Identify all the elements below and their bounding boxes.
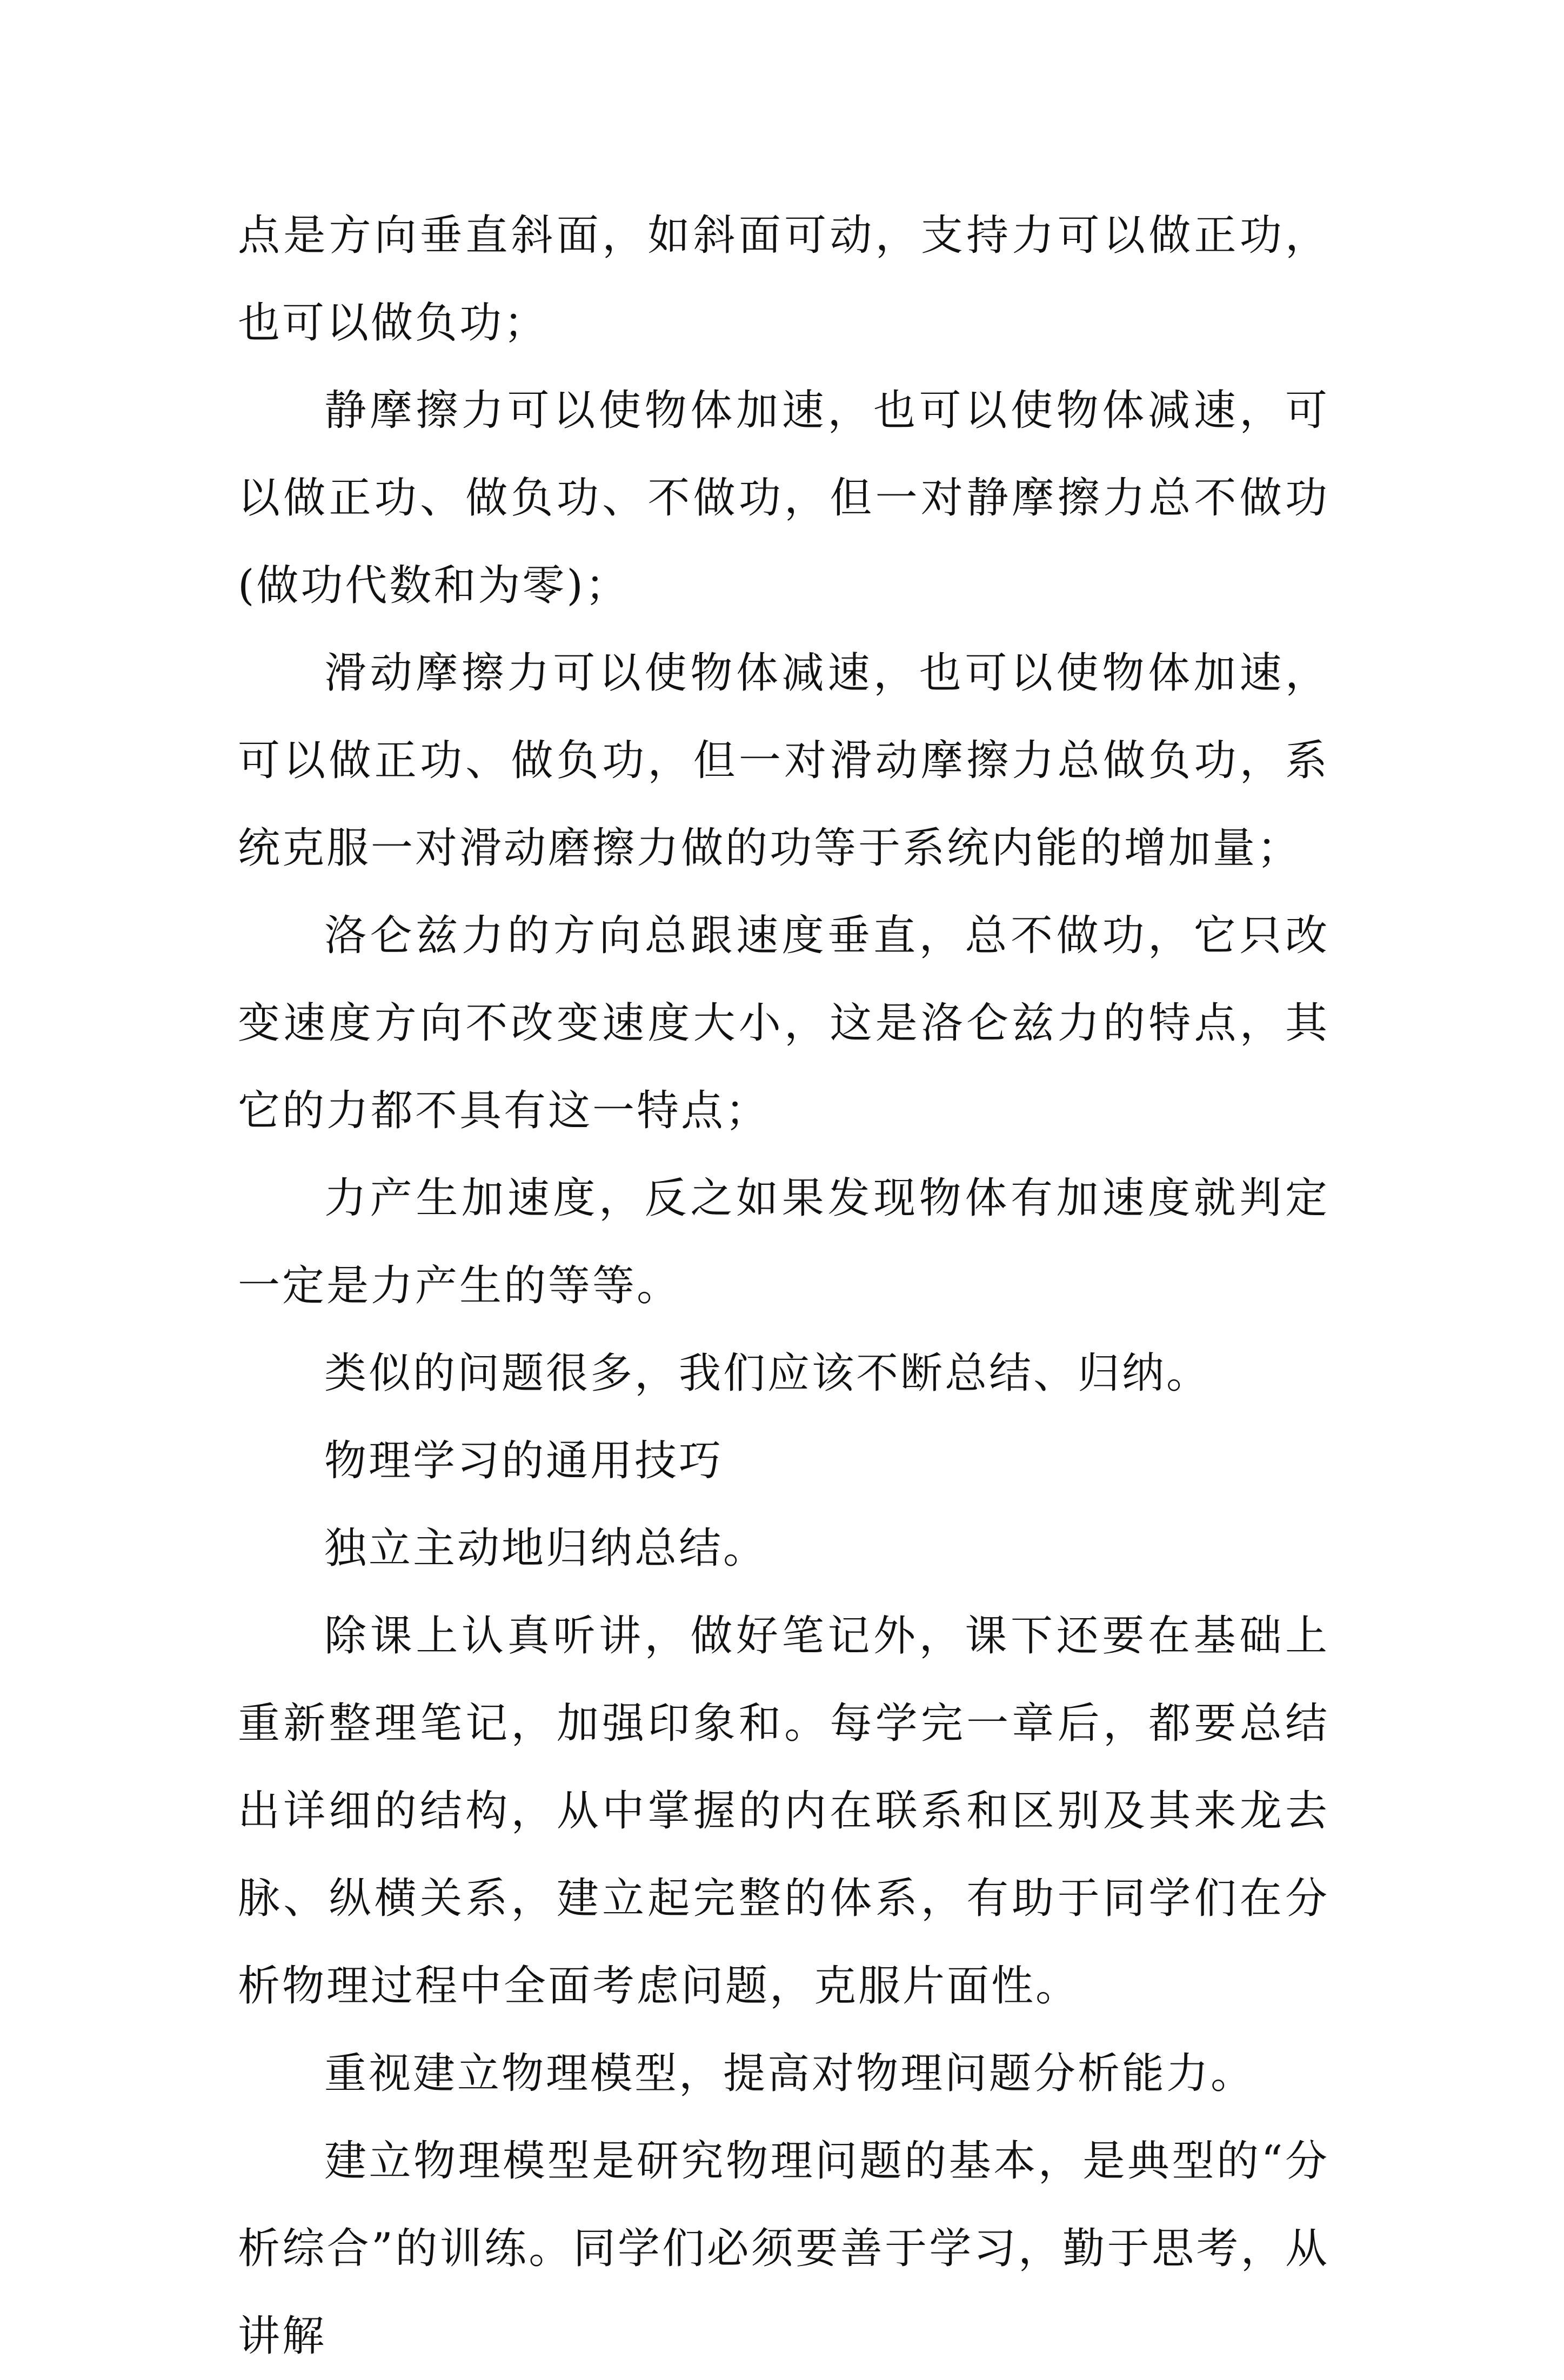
paragraph-11: 建立物理模型是研究物理问题的基本，是典型的“分析综合”的训练。同学们必须要善于学习，勤于思考，从讲解 [238,2137,1329,2361]
paragraph-6: 类似的问题很多，我们应该不断总结、归纳。 [324,1349,1211,1398]
paragraph-9: 除课上认真听讲，做好笔记外，课下还要在基础上重新整理笔记，加强印象和。每学完一章后，都要总结出详细的结构，从中掌握的内在联系和区别及其来龙去脉、纵横关系，建立起完整的体系，有助于同学们在分析物理过程中全面考虑问题，克服片面性。 [238,1612,1329,2010]
document-body [238,192,1329,2380]
paragraph-2: 静摩擦力可以使物体加速，也可以使物体减速，可以做正功、做负功、不做功，但一对静摩擦力总不做功(做功代数和为零)； [238,386,1329,610]
paragraph-5: 力产生加速度，反之如果发现物体有加速度就判定一定是力产生的等等。 [238,1174,1329,1310]
section-heading: 物理学习的通用技巧 [324,1437,724,1485]
paragraph-8: 独立主动地归纳总结。 [324,1524,768,1573]
paragraph-3: 滑动摩擦力可以使物体减速，也可以使物体加速，可以做正功、做负功，但一对滑动摩擦力总做负功，系统克服一对滑动磨擦力做的功等于系统内能的增加量； [238,649,1329,873]
paragraph-10: 重视建立物理模型，提高对物理问题分析能力。 [324,2049,1255,2098]
paragraph-4: 洛仑兹力的方向总跟速度垂直，总不做功，它只改变速度方向不改变速度大小，这是洛仑兹力的特点，其它的力都不具有这一特点； [238,911,1329,1135]
paragraph-1: 点是方向垂直斜面，如斜面可动，支持力可以做正功，也可以做负功； [238,211,1329,347]
